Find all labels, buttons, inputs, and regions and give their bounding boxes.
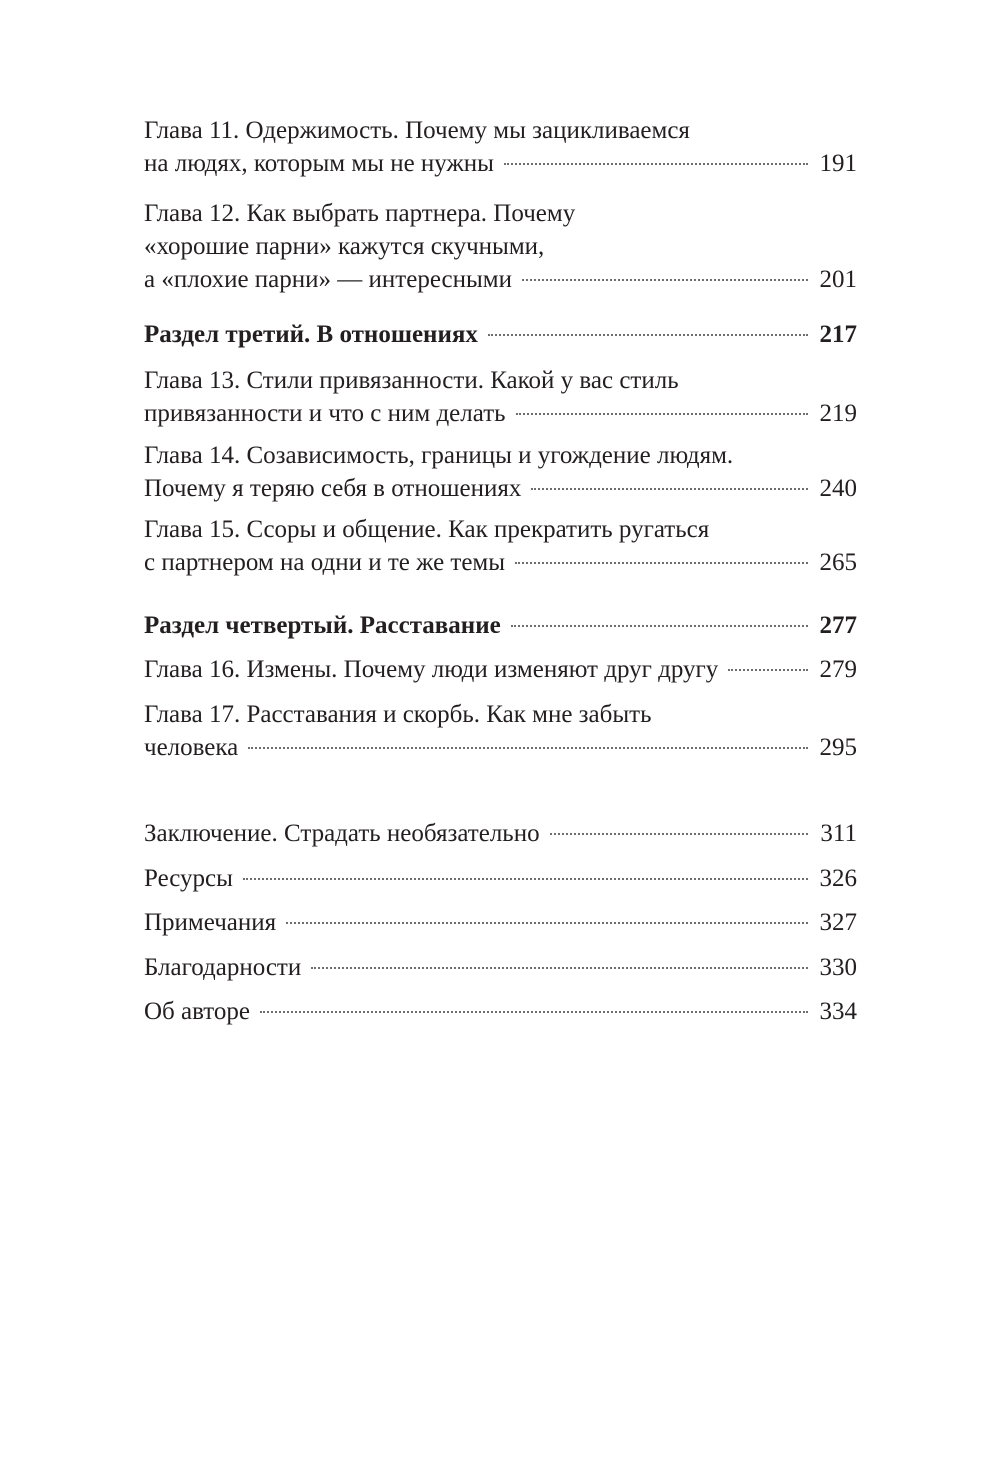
dot-leader [488,334,808,336]
toc-entry-chapter-12[interactable] [144,197,857,296]
entry-title-line: на людях, которым мы не нужны [144,150,494,177]
entry-title-line: Примечания [144,909,277,936]
dot-leader [516,413,808,415]
page-number: 201 [819,266,857,293]
toc-entry-resources[interactable] [144,862,857,895]
entry-title-line: Глава 14. Созависимость, границы и угождение людям. [144,442,734,469]
dot-leader [515,562,807,564]
toc-entry-chapter-14[interactable] [144,439,857,505]
entry-title-line: Глава 15. Ссоры и общение. Как прекратить ругаться [144,516,710,543]
entry-title-line: Об авторе [144,998,250,1025]
entry-title-line: привязанности и что с ним делать [144,400,506,427]
toc-entry-conclusion[interactable] [144,817,857,850]
page-number: 311 [820,820,857,847]
dot-leader [550,833,809,835]
page-number: 334 [819,998,857,1025]
toc-entry-chapter-17[interactable] [144,698,857,764]
page-number: 217 [819,321,857,348]
page-number: 327 [819,909,857,936]
dot-leader [511,625,808,627]
section-title: Раздел третий. В отношениях [144,321,478,348]
toc-entry-section-3[interactable] [144,318,857,351]
page-number: 219 [819,400,857,427]
entry-title-line: а «плохие парни» — интересными [144,266,513,293]
page-number: 277 [819,612,857,639]
dot-leader [260,1011,808,1013]
toc-entry-chapter-16[interactable] [144,653,857,686]
dot-leader [531,488,807,490]
entry-title-line: Заключение. Страдать необязательно [144,820,540,847]
entry-title-line: Глава 13. Стили привязанности. Какой у вас стиль [144,367,679,394]
page-number: 295 [819,734,857,761]
page-number: 326 [819,865,857,892]
toc-entry-acknowledgements[interactable] [144,951,857,984]
dot-leader [311,967,807,969]
entry-title-line: «хорошие парни» кажутся скучными, [144,233,545,260]
toc-entry-section-4[interactable] [144,609,857,642]
toc-entry-about-author[interactable] [144,995,857,1028]
dot-leader [243,878,808,880]
page-number: 265 [819,549,857,576]
entry-title-line: Благодарности [144,954,302,981]
page-number: 279 [819,656,857,683]
entry-title-line: человека [144,734,239,761]
page-number: 240 [819,475,857,502]
entry-title-line: Ресурсы [144,865,233,892]
page-number: 191 [819,150,857,177]
dot-leader [248,747,807,749]
toc-entry-chapter-15[interactable] [144,513,857,579]
entry-title-line: Глава 12. Как выбрать партнера. Почему [144,200,576,227]
page-number: 330 [819,954,857,981]
toc-entry-chapter-11[interactable] [144,114,857,180]
entry-title-line: с партнером на одни и те же темы [144,549,506,576]
dot-leader [522,279,807,281]
entry-title-line: Глава 16. Измены. Почему люди изменяют друг другу [144,656,719,683]
entry-title-line: Глава 11. Одержимость. Почему мы зацикливаемся [144,117,690,144]
dot-leader [728,669,807,671]
section-title: Раздел четвертый. Расставание [144,612,501,639]
toc-entry-chapter-13[interactable] [144,364,857,430]
dot-leader [504,163,808,165]
entry-title-line: Глава 17. Расставания и скорбь. Как мне забыть [144,701,652,728]
dot-leader [286,922,807,924]
toc-entry-notes[interactable] [144,906,857,939]
entry-title-line: Почему я теряю себя в отношениях [144,475,522,502]
